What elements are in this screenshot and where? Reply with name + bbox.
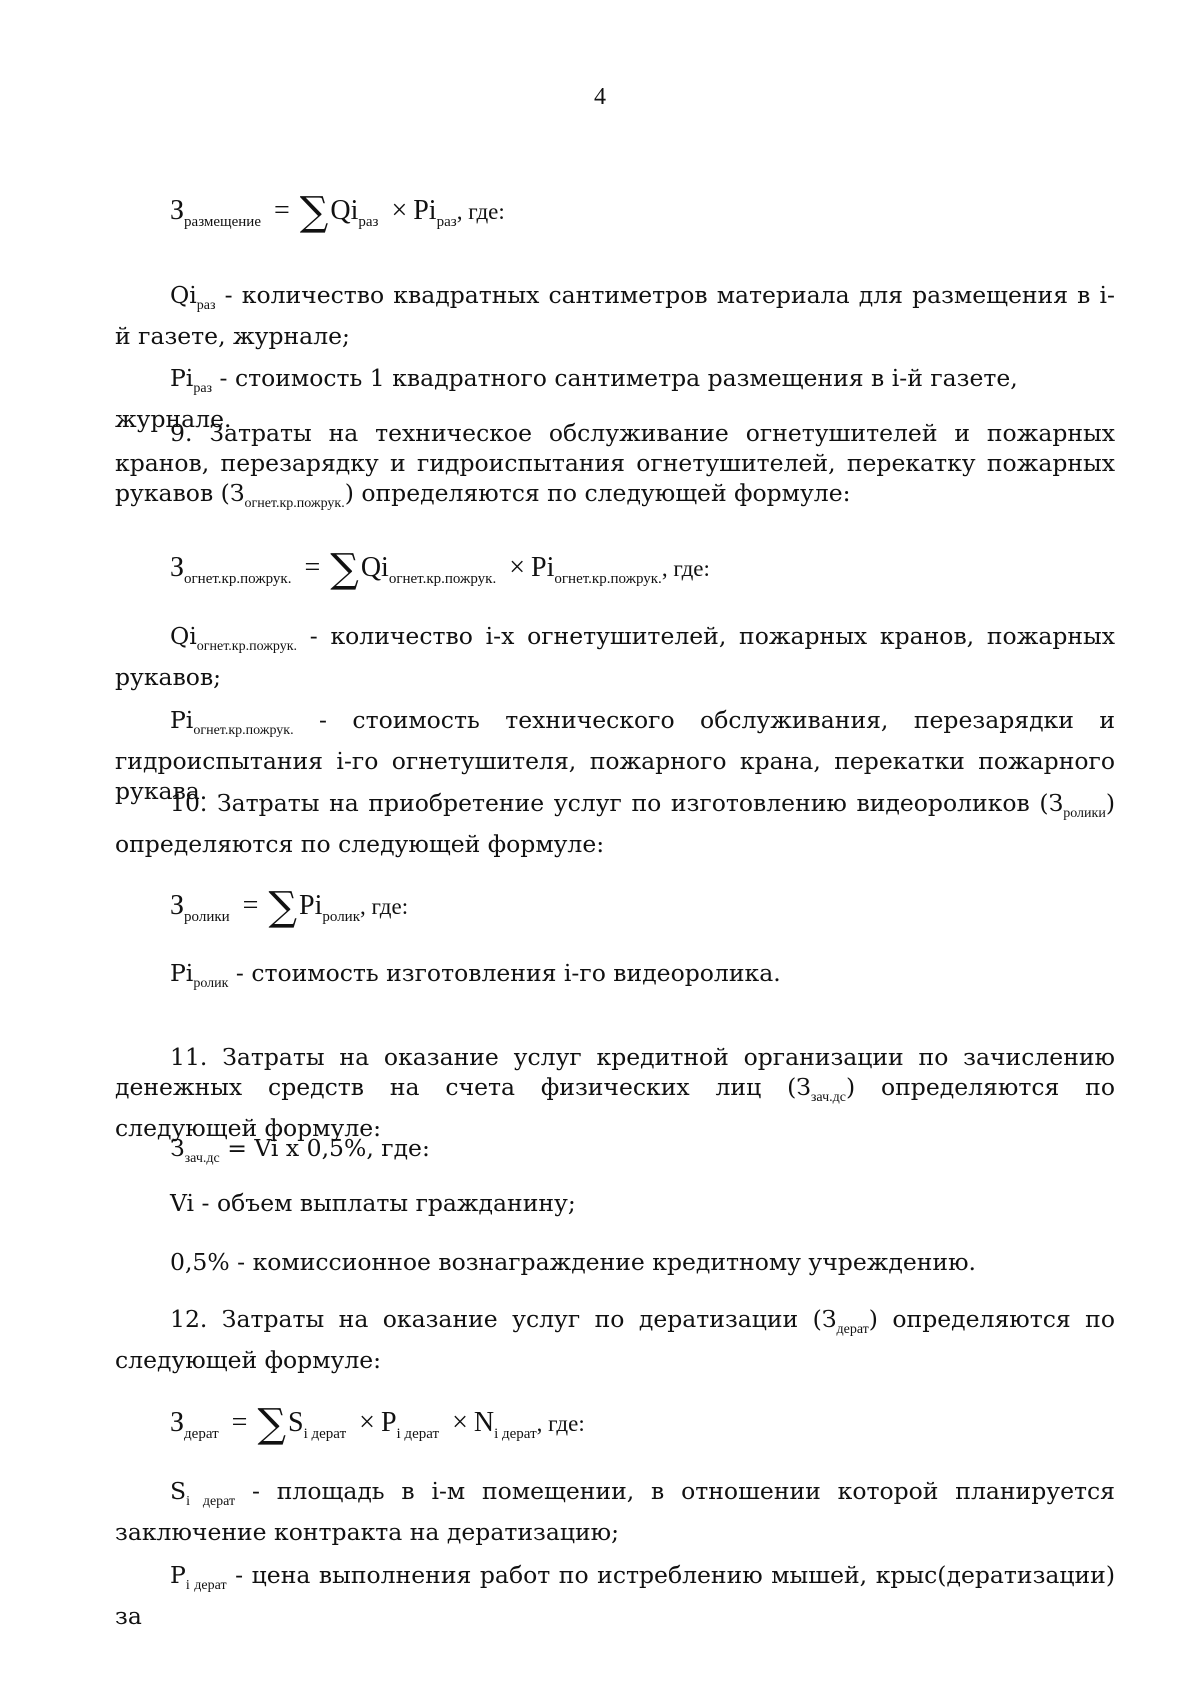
term-subscript: i дерат [186,1494,236,1509]
term-symbol: P [170,1561,186,1589]
formula-tail: , где: [661,556,710,581]
definition-text: - цена выполнения работ по истреблению мышей, крыс(дератизации) за [115,1561,1116,1630]
term-subscript: раз [196,298,216,313]
term-symbol: Pi [170,959,194,987]
equals-sign: = [273,195,290,226]
paragraph-text: ) определяются по следующей формуле: [115,1305,1115,1374]
definition-text: - количество i-х огнетушителей, пожарных кранов, пожарных рукавов; [115,622,1115,691]
sum-sign: ∑ [257,1401,287,1447]
definition-text: - количество квадратных сантиметров материала для размещения в i-й газете, журнале; [115,281,1115,350]
formula-rest: = Vi х 0,5%, где: [219,1134,430,1162]
formula-subscript: размещение [184,214,261,230]
sum-sign: ∑ [268,884,298,930]
times-sign: × [452,1407,468,1438]
formula-tail: , где: [536,1411,585,1436]
equals-sign: = [231,1407,248,1438]
term-subscript: зач.дс [810,1090,846,1105]
formula-subscript: огнет.кр.пожрук. [388,571,497,587]
sum-sign: ∑ [299,189,329,235]
paragraph-item-9 [115,418,1115,519]
term-symbol: S [170,1477,187,1505]
term-subscript: ролик [193,976,229,991]
definition-s-derat [115,1476,1115,1547]
paragraph-text: ) определяются по следующей формуле: [115,789,1115,858]
definition-text: - площадь в i-м помещении, в отношении которой планируется заключение контракта на дератизацию; [115,1477,1115,1546]
page-number: 4 [594,84,606,110]
definition-text: - стоимость 1 квадратного сантиметра размещения в i-й газете, журнале. [115,364,1018,433]
formula-symbol: З [170,1134,185,1162]
times-sign: × [391,195,408,226]
term-subscript: i дерат [185,1578,227,1593]
paragraph-text: ) определяются по следующей формуле: [344,479,851,507]
formula-tail: , где: [456,199,505,224]
term-symbol: Qi [170,622,197,650]
formula-term: Qi [360,552,389,583]
formula-placement [170,189,505,235]
equals-sign: = [304,552,321,583]
definition-pi-rolik [115,958,1115,999]
formula-extinguishers [170,546,710,592]
definition-text: - стоимость изготовления i-го видеоролика. [228,959,781,987]
paragraph-text: 9. Затраты на техническое обслуживание огнетушителей и пожарных кранов, перезарядку и гидроиспытания огнетушителей, перекатку пожарных рукавов (З [115,419,1115,507]
formula-term: S [288,1407,304,1438]
definition-text: 0,5% - комиссионное вознаграждение кредитному учреждению. [170,1248,976,1276]
formula-subscript: дерат [184,1426,219,1442]
term-subscript: дерат [836,1322,869,1337]
formula-symbol: З [170,195,185,226]
formula-symbol: З [170,552,185,583]
term-subscript: ролики [1063,806,1106,821]
term-symbol: Qi [170,281,197,309]
paragraph-text: 11. Затраты на оказание услуг кредитной организации по зачислению денежных средств на счета физических лиц (З [115,1043,1115,1101]
formula-term: N [473,1407,495,1438]
paragraph-item-11 [115,1042,1115,1143]
term-subscript: огнет.кр.пожрук. [196,639,298,654]
term-subscript: огнет.кр.пожрук. [193,723,294,738]
formula-subscript: огнет.кр.пожрук. [554,571,662,587]
formula-subscript: i дерат [494,1426,537,1442]
formula-term: Qi [330,195,359,226]
formula-symbol: З [170,890,185,921]
formula-subscript: раз [436,214,457,230]
paragraph-item-10 [115,788,1115,859]
definition-qi-raz [115,280,1115,351]
definition-text: - стоимость технического обслуживания, перезарядки и гидроиспытания i-го огнетушителя, пожарного крана, перекатки пожарного рукава. [115,706,1115,805]
formula-videos [170,884,409,930]
formula-subscript: ролики [184,909,230,925]
sum-sign: ∑ [330,546,359,592]
paragraph-item-12 [115,1304,1115,1375]
formula-tail: , где: [360,894,409,919]
term-symbol: Pi [170,364,194,392]
formula-credit [170,1134,430,1166]
formula-subscript: i дерат [396,1426,440,1442]
formula-term: Pi [413,195,437,226]
definition-percent [115,1247,1115,1277]
formula-subscript: раз [358,214,379,230]
formula-term: Pi [531,552,555,583]
paragraph-text: ) определяются по следующей формуле: [115,1073,1115,1142]
definition-qi-ogn [115,621,1115,692]
formula-subscript: ролик [322,909,360,925]
formula-subscript: зач.дс [184,1151,220,1166]
times-sign: × [509,552,526,583]
formula-subscript: i дерат [303,1426,347,1442]
times-sign: × [359,1407,375,1438]
formula-deratization [170,1401,585,1447]
definition-p-derat [115,1560,1115,1631]
formula-term: P [380,1407,397,1438]
equals-sign: = [242,890,259,921]
formula-symbol: З [170,1407,185,1438]
term-subscript: огнет.кр.пожрук. [244,496,345,511]
term-symbol: Pi [170,706,194,734]
paragraph-text: 12. Затраты на оказание услуг по дератизации (З [170,1305,837,1333]
formula-subscript: огнет.кр.пожрук. [184,571,292,587]
paragraph-text: 10. Затраты на приобретение услуг по изготовлению видеороликов (З [170,789,1064,817]
formula-term: Pi [299,890,323,921]
definition-vi [115,1188,1115,1218]
definition-text: Vi - объем выплаты гражданину; [170,1189,576,1217]
term-subscript: раз [193,381,213,396]
